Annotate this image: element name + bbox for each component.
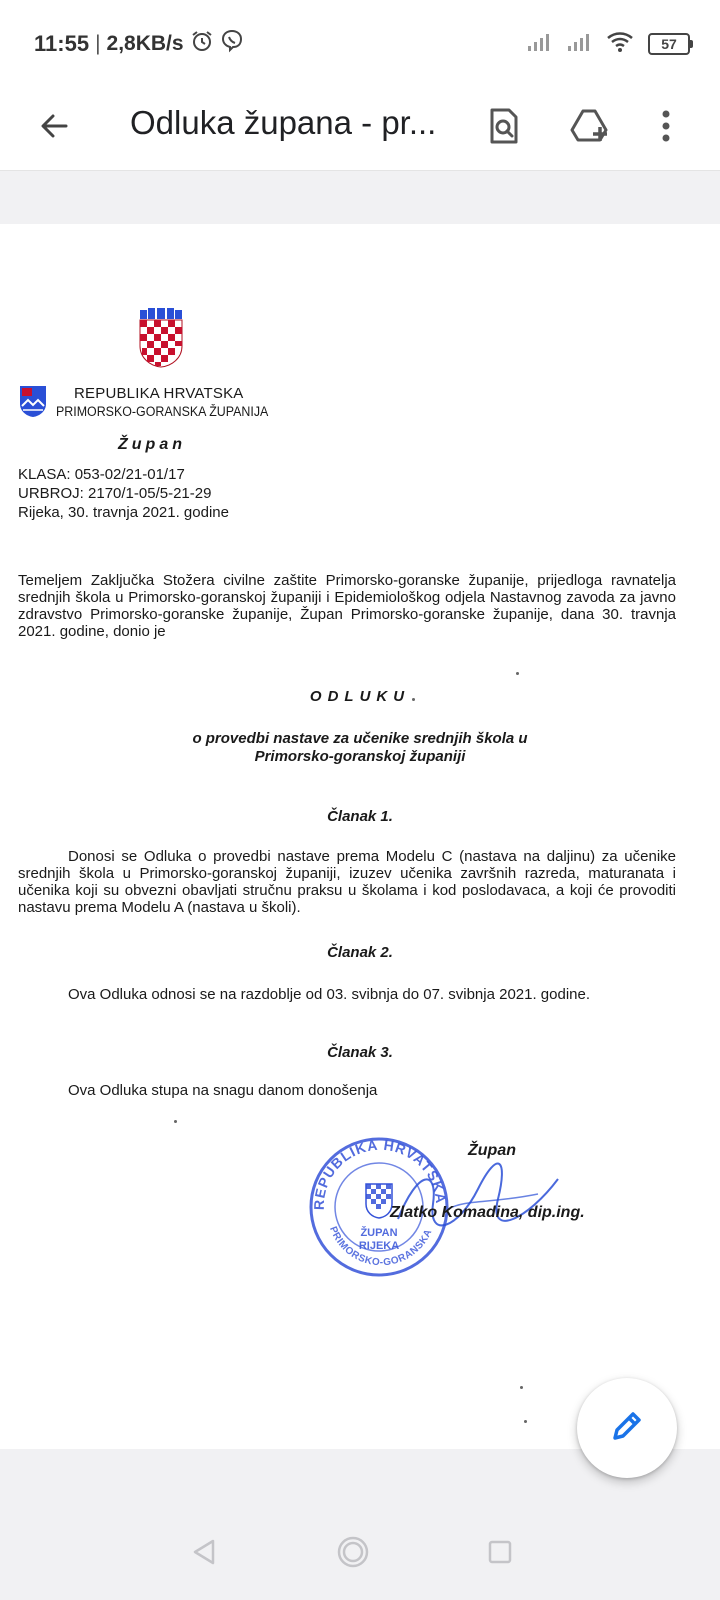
scan-speck [174, 1120, 177, 1123]
county-coat-of-arms-icon [18, 384, 48, 423]
document-page[interactable] [0, 224, 720, 1449]
app-bar [0, 84, 720, 170]
subject-line-2: Primorsko-goranskoj županiji [254, 748, 466, 765]
edit-fab-button[interactable] [577, 1378, 677, 1478]
edit-pencil-icon [609, 1408, 645, 1449]
svg-text:RIJEKA: RIJEKA [358, 1240, 400, 1252]
svg-text:REPUBLIKA HRVATSKA: REPUBLIKA HRVATSKA [310, 1136, 450, 1211]
network-speed: 2,8KB/s [106, 32, 184, 55]
scan-speck [520, 1386, 523, 1389]
scan-speck [412, 698, 415, 701]
place-date: Rijeka, 30. travnja 2021. godine [18, 504, 229, 521]
subject-line-1: o provedbi nastave za učenike srednjih škola u [192, 730, 528, 747]
status-separator: | [95, 32, 101, 55]
viber-icon [220, 29, 244, 59]
header-county: PRIMORSKO-GORANSKA ŽUPANIJA [56, 404, 269, 419]
croatian-coat-of-arms-icon [138, 308, 184, 373]
document-title: Odluka župana - pr... [130, 104, 437, 141]
back-arrow-icon[interactable] [26, 98, 82, 154]
office-heading: Župan [118, 436, 186, 453]
nav-home-icon[interactable] [331, 1530, 375, 1574]
status-time: 11:55 [34, 31, 90, 56]
decision-title: ODLUKU [309, 688, 411, 705]
handwritten-signature [388, 1149, 568, 1244]
add-to-drive-icon[interactable] [562, 98, 618, 154]
article-1-text: Donosi se Odluka o provedbi nastave prema Modelu C (nastava na daljinu) za učenike srednjih škola u Primorsko-goranskoj županiji, izuzev učenika završnih razreda, maturanata i učenika koji su obvezni obavljati stručnu praksu u školama i kod poslodavaca, a koji će provoditi nastavu prema Modelu A (nastava u školi). [18, 848, 676, 916]
klasa: KLASA: 053-02/21-01/17 [18, 466, 185, 483]
preamble-paragraph: Temeljem Zaključka Stožera civilne zaštite Primorsko-goranske županije, prijedloga ravnatelja srednjih škola u Primorsko-goranskoj županiji i Epidemiološkog odjela Nastavnog zavoda za javno zdravstvo Primorsko-goranske županije, Župan Primorsko-goranske županije, dana 30. travnja 2021. godine, donio je [18, 572, 676, 640]
scan-speck [524, 1420, 527, 1423]
article-3-text: Ova Odluka stupa na snagu danom donošenja [68, 1082, 378, 1099]
article-3-heading: Članak 3. [327, 1044, 393, 1061]
status-bar [0, 0, 720, 84]
article-2-text: Ova Odluka odnosi se na razdoblje od 03. svibnja do 07. svibnja 2021. godine. [68, 986, 591, 1003]
signal-icon-2 [566, 31, 592, 58]
article-2-heading: Članak 2. [327, 944, 393, 961]
document-search-icon[interactable] [476, 98, 532, 154]
more-vert-icon[interactable] [638, 98, 694, 154]
signature-title: Župan [468, 1142, 516, 1159]
svg-text:ŽUPAN: ŽUPAN [360, 1227, 398, 1239]
signal-icon [526, 31, 552, 58]
status-left [34, 30, 244, 58]
signatory-name: Zlatko Komadina, dip.ing. [390, 1204, 585, 1221]
nav-back-icon[interactable] [182, 1530, 226, 1574]
status-right [526, 30, 690, 58]
header-republic: REPUBLIKA HRVATSKA [74, 385, 244, 402]
article-1-heading: Članak 1. [327, 808, 393, 825]
wifi-icon [606, 31, 634, 58]
battery-icon: 57 [648, 33, 690, 55]
scan-speck [516, 672, 519, 675]
nav-recents-icon[interactable] [478, 1530, 522, 1574]
urbroj: URBROJ: 2170/1-05/5-21-29 [18, 485, 212, 502]
svg-text:PRIMORSKO-GORANSKA ŽUPANIJA: PRIMORSKO-GORANSKA [327, 1225, 435, 1269]
alarm-icon [190, 29, 214, 59]
system-nav-bar [0, 1500, 720, 1600]
